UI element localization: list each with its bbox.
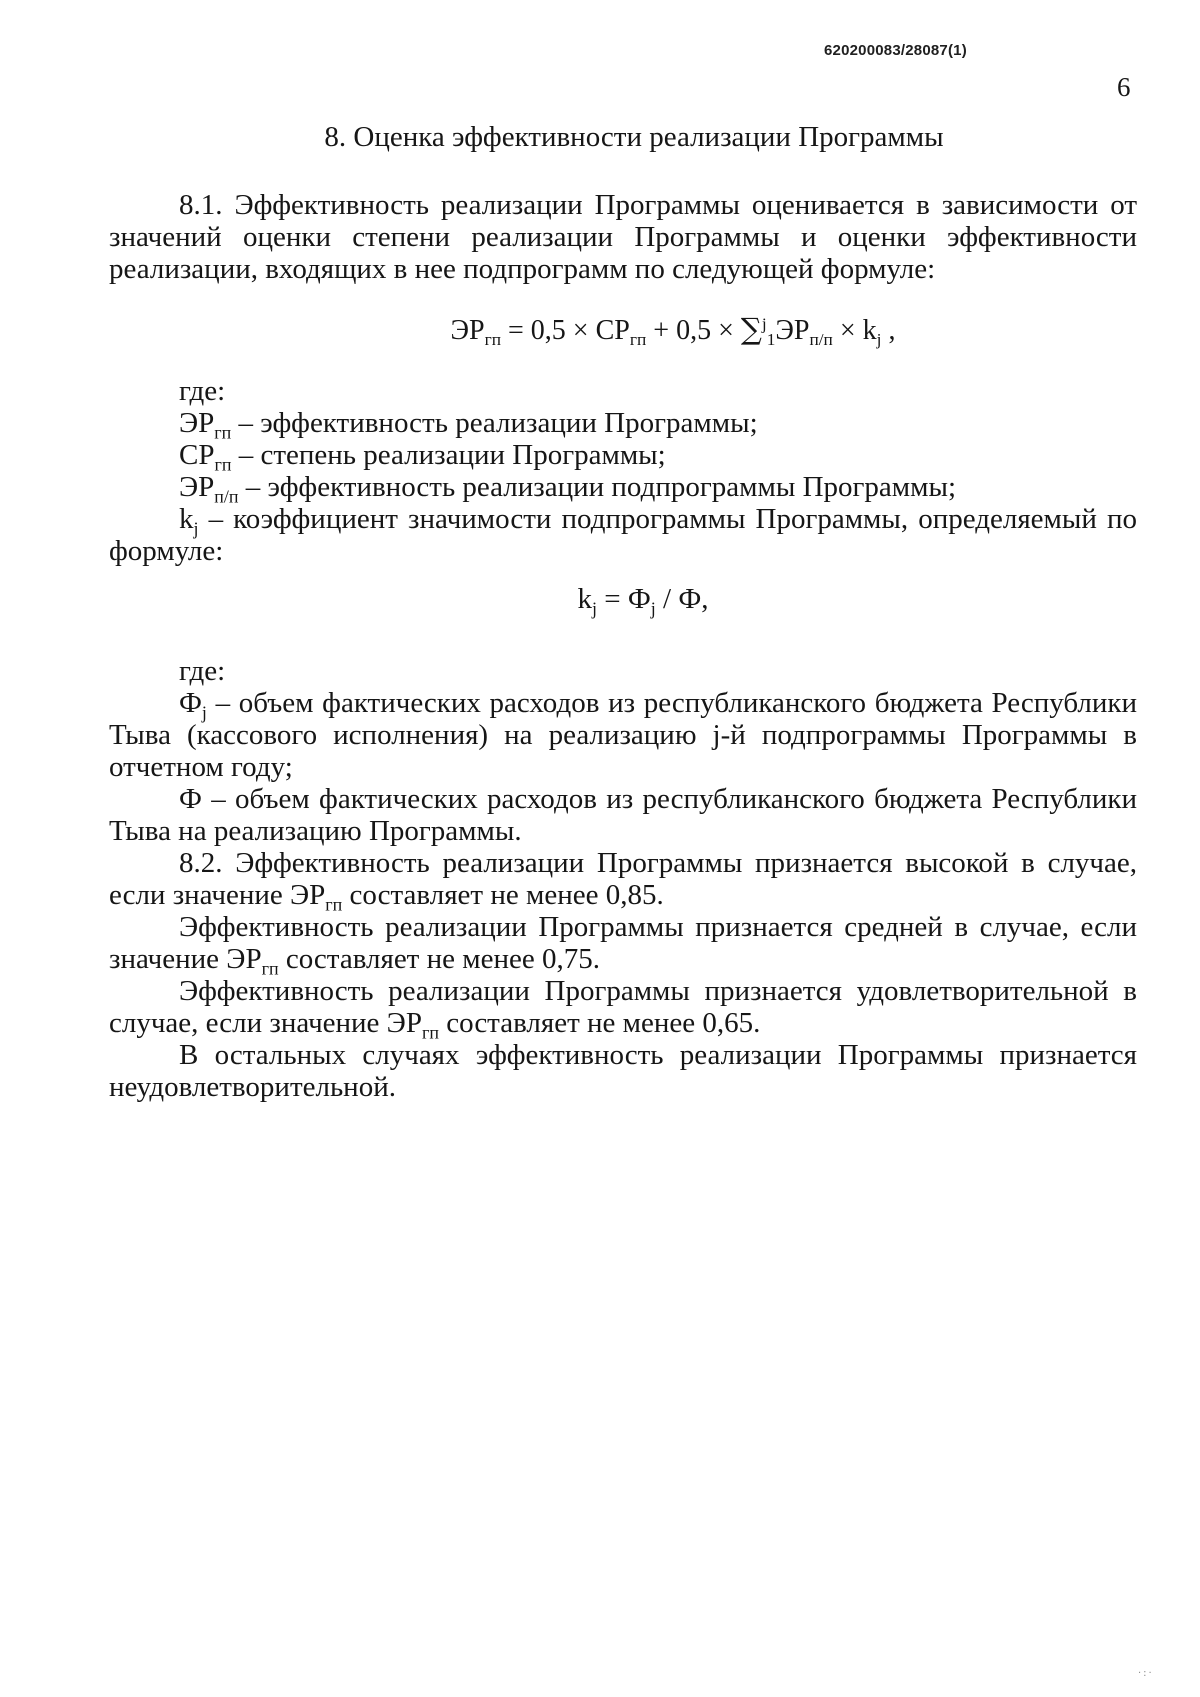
definition-sr-gp: $СР_{гп}$ – степень реализации Программы; [179, 439, 666, 475]
paragraph-8-2: 8.2. Эффективность реализации Программы признается высокой в случае, если значение $ЭР_{гп}$ составляет не менее 0,85. [109, 847, 1137, 915]
definition-f: Ф – объем фактических расходов из республиканского бюджета Республики Тыва на реализацию Программы. [109, 783, 1137, 847]
paragraph-medium: Эффективность реализации Программы признается средней в случае, если значение $ЭР_{гп}$ составляет не менее 0,75. [109, 911, 1137, 979]
document-body [109, 121, 1137, 1103]
paragraph-8-1: 8.1. Эффективность реализации Программы оценивается в зависимости от значений оценки степени реализации Программы и оценки эффективности реализации, входящих в нее подпрограмм по следующей формуле: [109, 189, 1137, 285]
definition-kj: $k_j$ – коэффициент значимости подпрограммы Программы, определяемый по формуле: [109, 503, 1137, 567]
definition-er-pp: $ЭР_{п/п}$ – эффективность реализации подпрограммы Программы; [179, 471, 957, 507]
paragraph-unsatisfactory: В остальных случаях эффективность реализации Программы признается неудовлетворительной. [109, 1039, 1137, 1103]
section-title: 8. Оценка эффективности реализации Программы [324, 121, 944, 153]
where-label-2: где: [179, 655, 226, 687]
definition-er-gp: $ЭР_{гп}$ – эффективность реализации Программы; [179, 407, 758, 443]
coefficient-formula: $k_j = Ф_j / Ф$, [577, 583, 709, 619]
scan-artifact: ·:· [1138, 1668, 1154, 1679]
definition-fj: $Ф_j$ – объем фактических расходов из республиканского бюджета Республики Тыва (кассового исполнения) на реализацию j-й подпрограммы Программы в отчетном году; [109, 687, 1137, 783]
sum-symbol: ∑ [740, 312, 762, 346]
paragraph-satisfactory: Эффективность реализации Программы признается удовлетворительной в случае, если значение $ЭР_{гп}$ составляет не менее 0,65. [109, 975, 1137, 1043]
document-code: 620200083/28087(1) [824, 42, 967, 59]
page-number: 6 [1117, 72, 1131, 102]
where-label-1: где: [179, 375, 226, 407]
efficiency-formula: $ЭР_{гп} = 0,5 \times СР_{гп} + 0,5 \times \sum^j_1ЭР_{п/п} \times k_j$ , [450, 312, 896, 350]
